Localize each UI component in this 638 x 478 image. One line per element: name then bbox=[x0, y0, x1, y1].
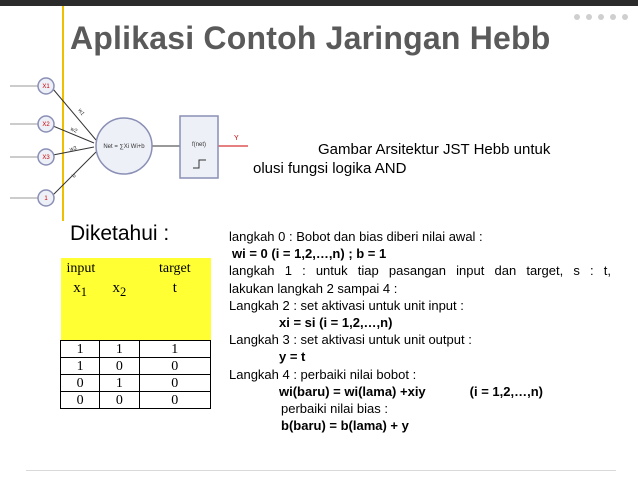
step-line: b(baru) = b(lama) + y bbox=[281, 418, 409, 434]
step-line: Langkah 4 : perbaiki nilai bobot : bbox=[229, 366, 417, 382]
cell: 0 bbox=[139, 375, 210, 392]
cell: 1 bbox=[61, 341, 100, 358]
step-line: perbaiki nilai bias : bbox=[281, 401, 388, 417]
node-x2-label: X2 bbox=[42, 122, 50, 128]
step-word: : bbox=[302, 263, 306, 279]
step-line: xi = si (i = 1,2,…,n) bbox=[279, 315, 393, 331]
hebb-network-diagram bbox=[0, 70, 270, 220]
known-label: Diketahui : bbox=[70, 222, 170, 245]
bottom-rule bbox=[26, 470, 616, 471]
step-word: langkah bbox=[229, 263, 275, 279]
cell: 0 bbox=[100, 358, 139, 375]
cell: 0 bbox=[139, 358, 210, 375]
step-word: pasangan bbox=[388, 263, 447, 279]
step-line: y = t bbox=[279, 349, 306, 365]
step-word: target, bbox=[526, 263, 564, 279]
cell: 1 bbox=[61, 358, 100, 375]
table-row bbox=[61, 341, 211, 358]
table-row bbox=[61, 392, 211, 409]
truth-table-subheader bbox=[61, 280, 211, 341]
cell: 0 bbox=[61, 375, 100, 392]
table-row bbox=[61, 375, 211, 392]
step-word: untuk bbox=[315, 263, 348, 279]
step-word: dan bbox=[494, 263, 517, 279]
cell: 1 bbox=[100, 341, 139, 358]
top-bar bbox=[0, 0, 638, 6]
cell: 0 bbox=[100, 392, 139, 409]
caption-mask bbox=[243, 158, 253, 180]
step-word: t, bbox=[603, 263, 611, 279]
weight-b: b bbox=[71, 173, 78, 180]
step-line: langkah 0 : Bobot dan bias diberi nilai awal : bbox=[229, 229, 483, 244]
activation-label: f(net) bbox=[191, 142, 207, 148]
step-line: Langkah 2 : set aktivasi untuk unit input : bbox=[229, 297, 464, 313]
truth-table bbox=[60, 258, 211, 409]
figure-caption-line2: olusi fungsi logika AND bbox=[253, 160, 407, 177]
truth-table-header bbox=[61, 258, 211, 280]
weight-w3: w3 bbox=[69, 145, 78, 153]
step-line: Langkah 3 : set aktivasi untuk unit output : bbox=[229, 332, 472, 348]
figure-caption-line1: Gambar Arsitektur JST Hebb untuk bbox=[318, 141, 551, 158]
step-line: wi = 0 (i = 1,2,…,n) ; b = 1 bbox=[232, 246, 387, 262]
edge-bias bbox=[53, 152, 96, 195]
header-input: input bbox=[61, 258, 140, 280]
step-word: : bbox=[589, 263, 594, 279]
output-label: Y bbox=[234, 135, 239, 142]
step-line-justified bbox=[229, 262, 611, 279]
weight-w2: w2 bbox=[69, 126, 79, 135]
cell: 0 bbox=[139, 392, 210, 409]
header-target: target bbox=[139, 258, 210, 280]
step-line: lakukan langkah 2 sampai 4 : bbox=[229, 280, 398, 296]
col-t: t bbox=[139, 280, 210, 341]
cell: 1 bbox=[139, 341, 210, 358]
algorithm-steps bbox=[229, 228, 611, 434]
step-word: tiap bbox=[357, 263, 379, 279]
sum-node-label: Net = ∑Xi Wi+b bbox=[103, 144, 145, 150]
col-x2: $x_2$ bbox=[100, 280, 139, 341]
step-word: 1 bbox=[284, 263, 292, 279]
node-x1-label: X1 bbox=[42, 84, 50, 90]
step-formula: wi(baru) = wi(lama) +xiy bbox=[279, 383, 426, 399]
cell: 1 bbox=[100, 375, 139, 392]
cell: 0 bbox=[61, 392, 100, 409]
table-row bbox=[61, 358, 211, 375]
weight-w1: w1 bbox=[76, 107, 86, 117]
step-line bbox=[229, 383, 611, 400]
step-word: input bbox=[456, 263, 485, 279]
step-word: s bbox=[573, 263, 580, 279]
step-range: (i = 1,2,…,n) bbox=[469, 383, 543, 399]
node-bias-label: 1 bbox=[44, 196, 48, 202]
node-x3-label: X3 bbox=[42, 155, 50, 161]
decor-dots bbox=[574, 14, 628, 20]
col-x1: $x_1$ bbox=[61, 280, 100, 341]
slide-title: Aplikasi Contoh Jaringan Hebb bbox=[70, 20, 551, 56]
